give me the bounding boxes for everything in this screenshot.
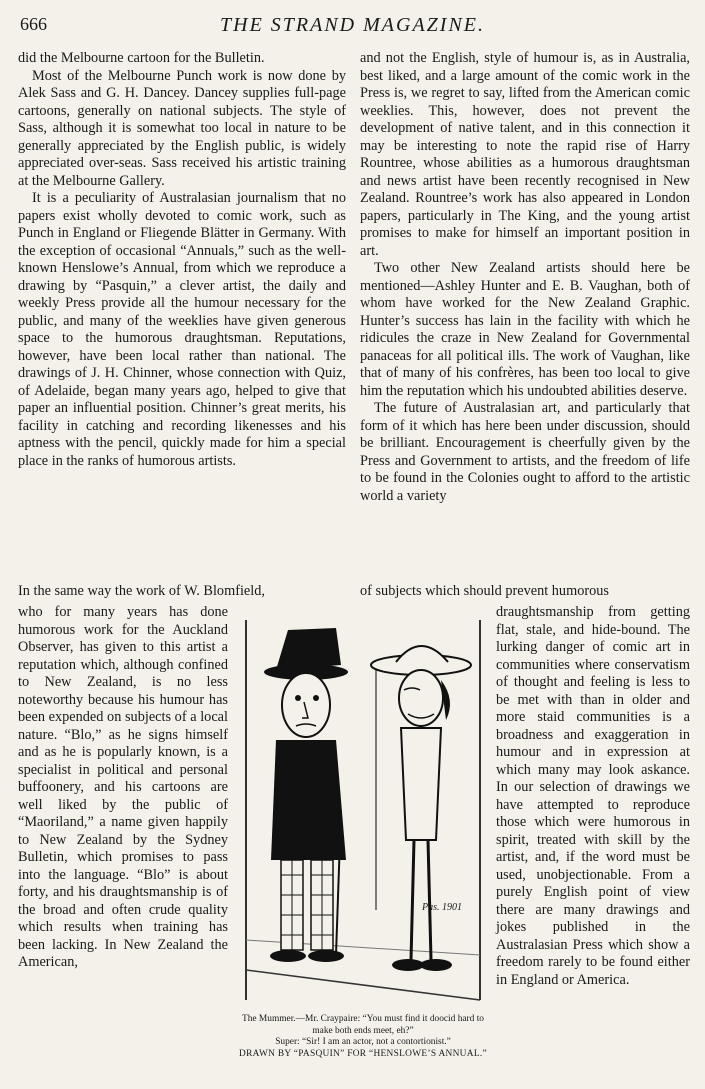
- page-number: 666: [20, 14, 47, 34]
- paragraph: Two other New Zealand artists should here be mentioned—Ashley Hunter and E. B. Vaughan, both of whom have worked for the New Zealand Graphic. Hunter’s success has lain in the facility with which he ridicules the craze in New Zealand for Governmental panaceas for all political ills. The work of Vaughan, like that of many of his confrères, has been too local to give him the reputation which his undoubted abilities deserve.: [360, 260, 690, 399]
- figure-caption: [232, 1014, 494, 1060]
- paragraph: draughtsmanship from getting flat, stale, and hide-bound. The lurking danger of comic art in communities where conservatism of thought and feeling is less to be met with than in older and more staid communities is a broadness and exaggeration in humour and in expression at which many may look askance. In our selection of drawings we have attempted to reproduce those which were humorous in spirit, treated with skill by the artist, and, if the word must be used, unobjectionable. From a purely English point of view there are many drawings and jokes published in the Australasian Press which show a freedom rarely to be found either in England or America.: [496, 604, 690, 988]
- narrow-left-column: [18, 604, 228, 972]
- paragraph: Most of the Melbourne Punch work is now done by Alek Sass and G. H. Dancey. Dancey supplies full-page cartoons, generally on national subjects. The style of Sass, although it is somewhat too local in nature to be generally appreciated by the English public, is widely appreciated over-seas. Sass received his artistic training at the Melbourne Gallery.: [18, 67, 346, 189]
- cartoon-figure: [232, 610, 494, 1082]
- right-column: [360, 50, 690, 505]
- bridge-line-left: In the same way the work of W. Blomfield,: [18, 583, 265, 599]
- left-column: [18, 50, 346, 470]
- paragraph: It is a peculiarity of Australasian journalism that no papers exist wholly devoted to comic work, such as Punch in England or Fliegende Blätter in Germany. With the exception of occasional “Annuals,” such as the well-known Henslowe’s Annual, from which we reproduce a drawing by “Pasquin,” a clever artist, the daily and weekly Press provide all the humour necessary for the public, and many of the weeklies have given generous space to the humorous draughtsman. Reputations, however, have been local rather than national. The drawings of J. H. Chinner, whose connection with Quiz, of Adelaide, began many years ago, helped to give that paper an influential position. Chinner’s great merits, his facility in catching and recording likenesses and his aptness with the pencil, quickly made for him a special place in the ranks of humorous artists.: [18, 190, 346, 469]
- bridge-line-right: of subjects which should prevent humorous: [360, 583, 609, 599]
- paragraph: who for many years has done humorous work for the Auckland Observer, has given to this artist a reputation which, although confined to New Zealand, is no less noteworthy because his humour has been expended on subjects of a local nature. “Blo,” as he signs himself and as he is popularly known, is a specialist in political and personal buffoonery, and his cartoons are well liked by the public of “Maoriland,” a name given happily to New Zealand by the Sydney Bulletin, which promises to pass into the language. “Blo” is about forty, and his draughtsmanship is of the broad and often crude quality which results when training has been lacking. In New Zealand the American,: [18, 604, 228, 970]
- paragraph: The future of Australasian art, and particularly that form of it which has here been under discussion, should be brilliant. Encouragement is cheerfully given by the Press and Government to artists, and the freedom of life to be found in the Colonies ought to afford to the artistic world a variety: [360, 400, 690, 504]
- caption-credit: DRAWN BY “PASQUIN” FOR “HENSLOWE’S ANNUAL.”: [239, 1048, 487, 1059]
- cartoon-illustration: [236, 610, 490, 1010]
- paragraph: and not the English, style of humour is, as in Australia, best liked, and a large amount of the comic work in the Press is, we regret to say, lifted from the American comic weeklies. This, however, does not prevent the development of native talent, and in this connection it may be interesting to note the rapid rise of Harry Rountree, whose abilities as a humorous draughtsman and news artist have been recently recognised in New Zealand. Rountree’s work has also appeared in London papers, particularly in The King, and the young artist promises to make for himself an important position in art.: [360, 50, 690, 259]
- caption-line: Super: “Sir! I am an actor, not a contortionist.”: [275, 1037, 451, 1047]
- caption-line: The Mummer.—Mr. Craypaire: “You must find it doocid hard to make both ends meet, eh?”: [242, 1014, 484, 1036]
- paragraph: did the Melbourne cartoon for the Bulletin.: [18, 50, 265, 66]
- artist-signature: Pas. 1901: [422, 902, 462, 913]
- narrow-right-column: [496, 604, 690, 989]
- running-head: THE STRAND MAGAZINE.: [220, 14, 485, 36]
